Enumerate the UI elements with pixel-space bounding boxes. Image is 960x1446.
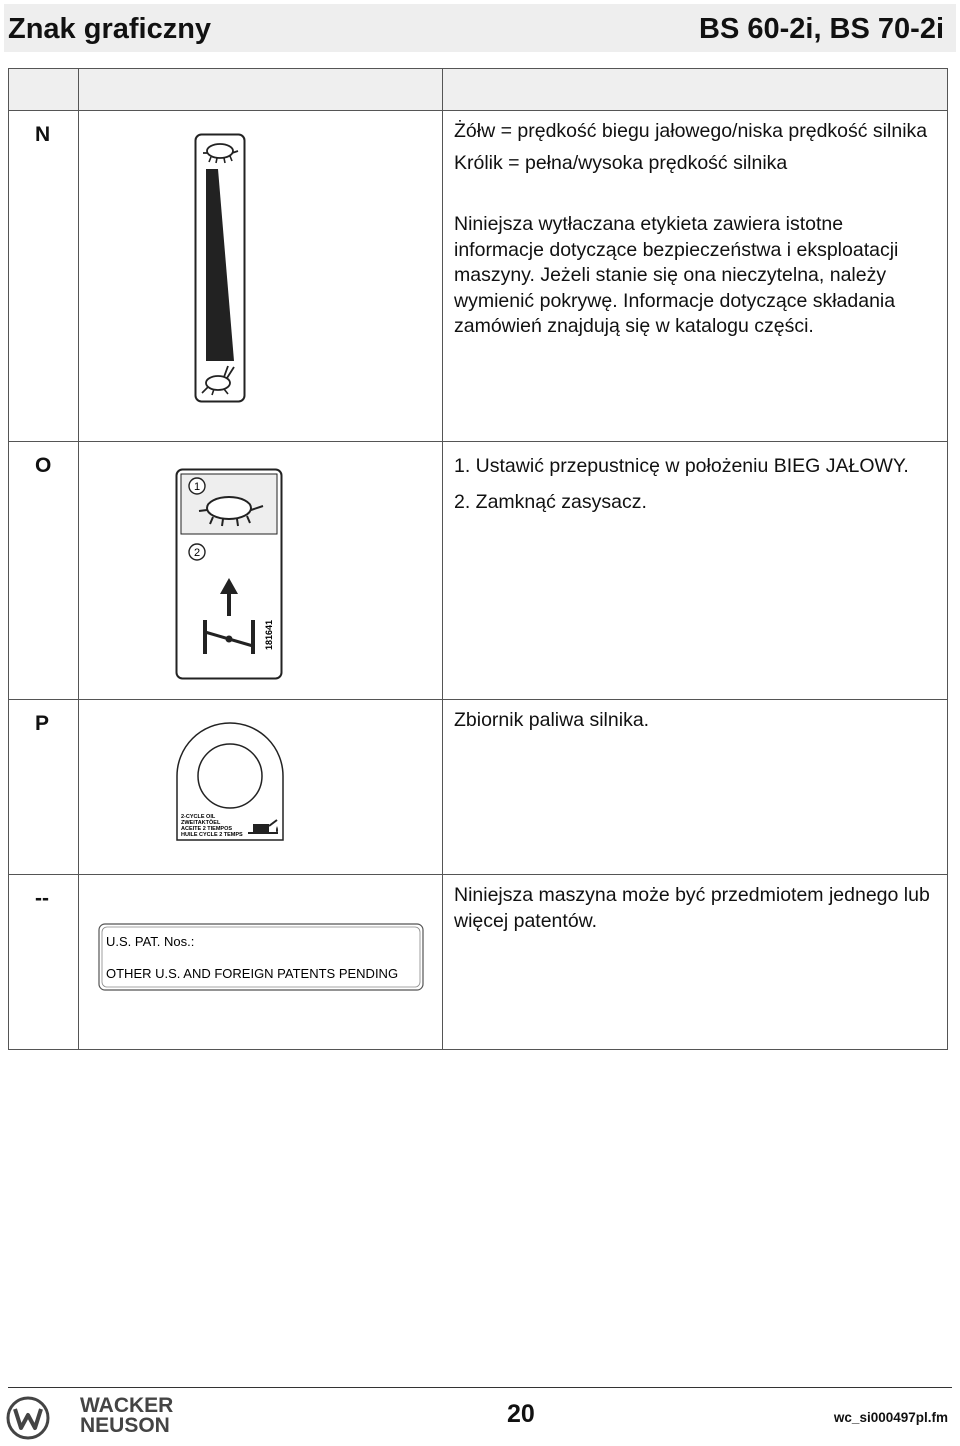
oil-line-1: 2-CYCLE OIL <box>181 814 216 820</box>
table-row <box>9 700 948 875</box>
row-ref: O <box>9 442 79 700</box>
document-code: wc_si000497pl.fm <box>833 1410 948 1425</box>
footer-brand <box>80 1396 173 1436</box>
oil-line-2: ZWEITAKTÖEL <box>181 820 221 826</box>
step-item: 2. Zamknąć zasysacz. <box>454 490 647 513</box>
part-number: 181641 <box>264 619 274 650</box>
throttle-label-image <box>194 133 246 403</box>
description-cell <box>443 111 948 442</box>
steps-list <box>454 454 937 515</box>
step-item: 1. Ustawić przepustnicę w położeniu BIEG JAŁOWY. <box>454 455 909 477</box>
row-ref: P <box>9 700 79 875</box>
table-header-row <box>9 69 948 111</box>
label-info-text: Niniejsza wytłaczana etykieta zawiera istotne informacje dotyczące bezpieczeństwa i eksploatacji maszyny. Jeżeli stanie się ona nieczytelna, należy wymienić pokrywę. Informacje dotyczące składania zamówień znajdują się w katalogu części. <box>454 213 899 337</box>
footer-divider <box>8 1387 952 1388</box>
rabbit-text: Królik = pełna/wysoka prędkość silnika <box>454 151 788 174</box>
row-ref: -- <box>9 875 79 1050</box>
label-cell <box>79 442 443 700</box>
table-row <box>9 875 948 1050</box>
start-label-image <box>175 468 283 680</box>
oil-line-4: HUILE CYCLE 2 TEMPS <box>181 832 243 838</box>
description-cell <box>443 442 948 700</box>
patent-text: Niniejsza maszyna może być przedmiotem jednego lub więcej patentów. <box>454 884 930 932</box>
page-title: Znak graficzny <box>8 13 212 45</box>
brand-line-2: NEUSON <box>80 1414 170 1437</box>
step-2-number: 2 <box>193 547 201 559</box>
label-cell <box>79 111 443 442</box>
label-cell <box>79 875 443 1050</box>
turtle-text: Żółw = prędkość biegu jałowego/niska prędkość silnika <box>454 120 928 142</box>
brand-line-1: WACKER <box>80 1394 174 1417</box>
model-title: BS 60-2i, BS 70-2i <box>699 13 944 45</box>
page-number: 20 <box>507 1400 535 1428</box>
table-row <box>9 442 948 700</box>
fuel-tank-text: Zbiornik paliwa silnika. <box>454 709 650 731</box>
oil-line-3: ACEITE 2 TIEMPOS <box>181 826 233 832</box>
row-ref: N <box>9 111 79 442</box>
patent-line-1: U.S. PAT. Nos.: <box>106 934 195 949</box>
patent-label-image <box>98 923 424 991</box>
header-cell-desc <box>443 69 948 111</box>
table-row <box>9 111 948 442</box>
description-cell <box>443 875 948 1050</box>
description-cell <box>443 700 948 875</box>
page-header <box>4 4 956 52</box>
fuel-tank-label-image <box>175 720 285 842</box>
graphic-symbols-table <box>8 68 948 1050</box>
patent-line-2: OTHER U.S. AND FOREIGN PATENTS PENDING <box>106 966 399 981</box>
wacker-neuson-logo-icon <box>6 1396 50 1440</box>
label-cell <box>79 700 443 875</box>
header-cell-ref <box>9 69 79 111</box>
header-cell-label <box>79 69 443 111</box>
step-1-number: 1 <box>193 481 201 493</box>
